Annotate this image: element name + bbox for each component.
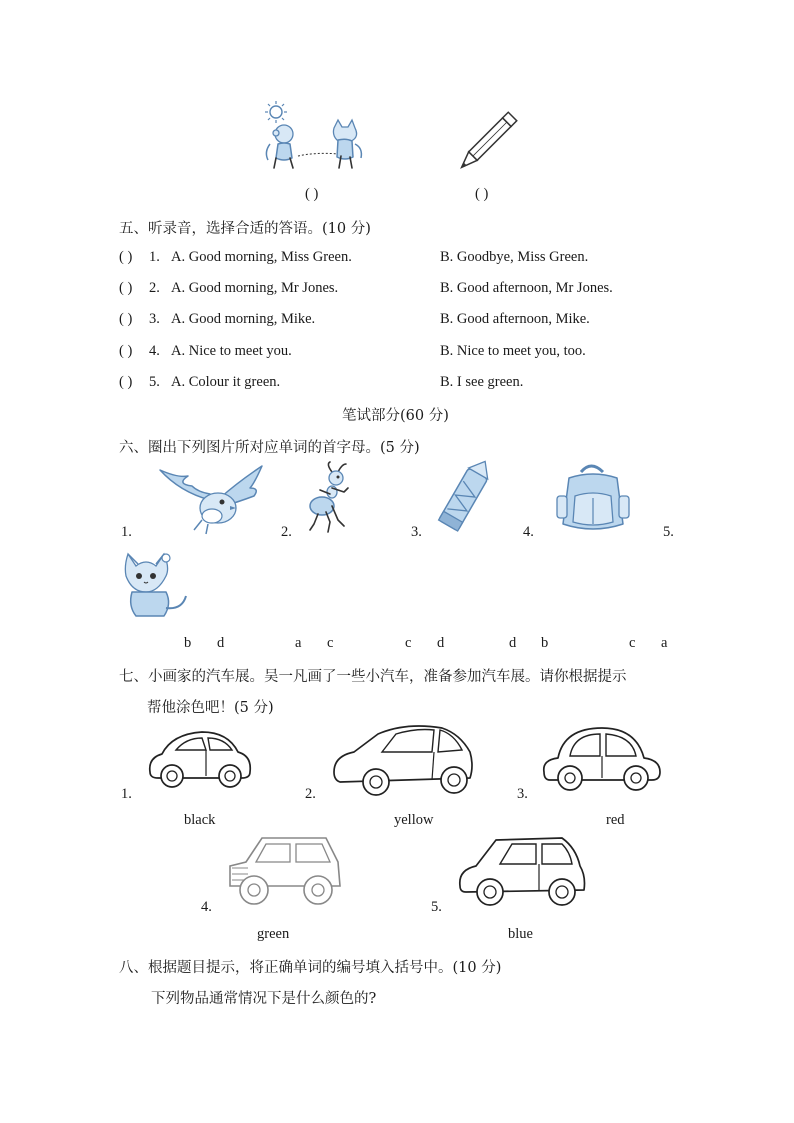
ant-illustration xyxy=(302,462,362,534)
question-number: 4. xyxy=(149,343,160,359)
color-word: red xyxy=(606,812,625,828)
answer-paren[interactable]: ( ) xyxy=(475,186,489,202)
item-number: 2. xyxy=(281,524,292,540)
section-title: 八、根据题目提示，将正确单词的编号填入括号中。(10 分) xyxy=(119,960,502,976)
letter-choice[interactable]: c xyxy=(405,635,412,651)
letter-choice[interactable]: d xyxy=(509,635,517,651)
letter-choice[interactable]: d xyxy=(217,635,225,651)
option-b: B. Good afternoon, Mike. xyxy=(440,311,590,327)
backpack-illustration xyxy=(555,462,631,534)
color-word: blue xyxy=(508,926,533,942)
option-a: A. Good morning, Mr Jones. xyxy=(171,280,339,296)
answer-paren[interactable]: ( ) xyxy=(119,311,133,327)
letter-choice[interactable]: b xyxy=(184,635,192,651)
option-b: B. Nice to meet you, too. xyxy=(440,343,586,359)
section-title-continued: 帮他涂色吧！(5 分) xyxy=(147,700,274,716)
written-part-title: 笔试部分(60 分) xyxy=(342,408,449,424)
greeting-illustration xyxy=(262,100,372,172)
crayon-illustration xyxy=(432,462,496,538)
question-number: 2. xyxy=(149,280,160,296)
question-number: 5. xyxy=(149,374,160,390)
letter-choice[interactable]: c xyxy=(629,635,636,651)
color-word: yellow xyxy=(394,812,434,828)
option-a: A. Colour it green. xyxy=(171,374,281,390)
question-number: 3. xyxy=(149,311,160,327)
car-number: 2. xyxy=(305,786,316,802)
option-b: B. I see green. xyxy=(440,374,524,390)
section-title: 六、圈出下列图片所对应单词的首字母。(5 分) xyxy=(119,440,420,456)
car-number: 3. xyxy=(517,786,528,802)
car-compact-illustration[interactable] xyxy=(456,834,588,910)
answer-paren[interactable]: ( ) xyxy=(119,280,133,296)
car-jeep-illustration[interactable] xyxy=(226,834,344,910)
section-title: 五、听录音，选择合适的答语。(10 分) xyxy=(119,221,371,237)
letter-choice[interactable]: a xyxy=(661,635,668,651)
car-beetle-illustration[interactable] xyxy=(146,728,254,792)
answer-paren[interactable]: ( ) xyxy=(305,186,319,202)
item-number: 1. xyxy=(121,524,132,540)
item-number: 5. xyxy=(663,524,674,540)
item-number: 4. xyxy=(523,524,534,540)
letter-choice[interactable]: c xyxy=(327,635,334,651)
item-number: 3. xyxy=(411,524,422,540)
option-a: A. Nice to meet you. xyxy=(171,343,292,359)
letter-choice[interactable]: a xyxy=(295,635,302,651)
bird-illustration xyxy=(158,462,266,538)
answer-paren[interactable]: ( ) xyxy=(119,249,133,265)
car-number: 4. xyxy=(201,899,212,915)
section-title: 七、小画家的汽车展。吴一凡画了一些小汽车，准备参加汽车展。请你根据提示 xyxy=(119,669,627,685)
car-number: 1. xyxy=(121,786,132,802)
car-sedan-illustration[interactable] xyxy=(330,722,476,800)
option-a: A. Good morning, Mike. xyxy=(171,311,316,327)
car-round-illustration[interactable] xyxy=(540,724,664,796)
letter-choice[interactable]: b xyxy=(541,635,549,651)
color-word: black xyxy=(184,812,216,828)
letter-choice[interactable]: d xyxy=(437,635,445,651)
option-a: A. Good morning, Miss Green. xyxy=(171,249,352,265)
car-number: 5. xyxy=(431,899,442,915)
answer-paren[interactable]: ( ) xyxy=(119,343,133,359)
section-subtitle: 下列物品通常情况下是什么颜色的? xyxy=(151,991,377,1007)
answer-paren[interactable]: ( ) xyxy=(119,374,133,390)
option-b: B. Goodbye, Miss Green. xyxy=(440,249,589,265)
cat-illustration xyxy=(118,548,192,620)
option-b: B. Good afternoon, Mr Jones. xyxy=(440,280,613,296)
question-number: 1. xyxy=(149,249,160,265)
color-word: green xyxy=(257,926,290,942)
pencil-illustration xyxy=(455,100,530,175)
